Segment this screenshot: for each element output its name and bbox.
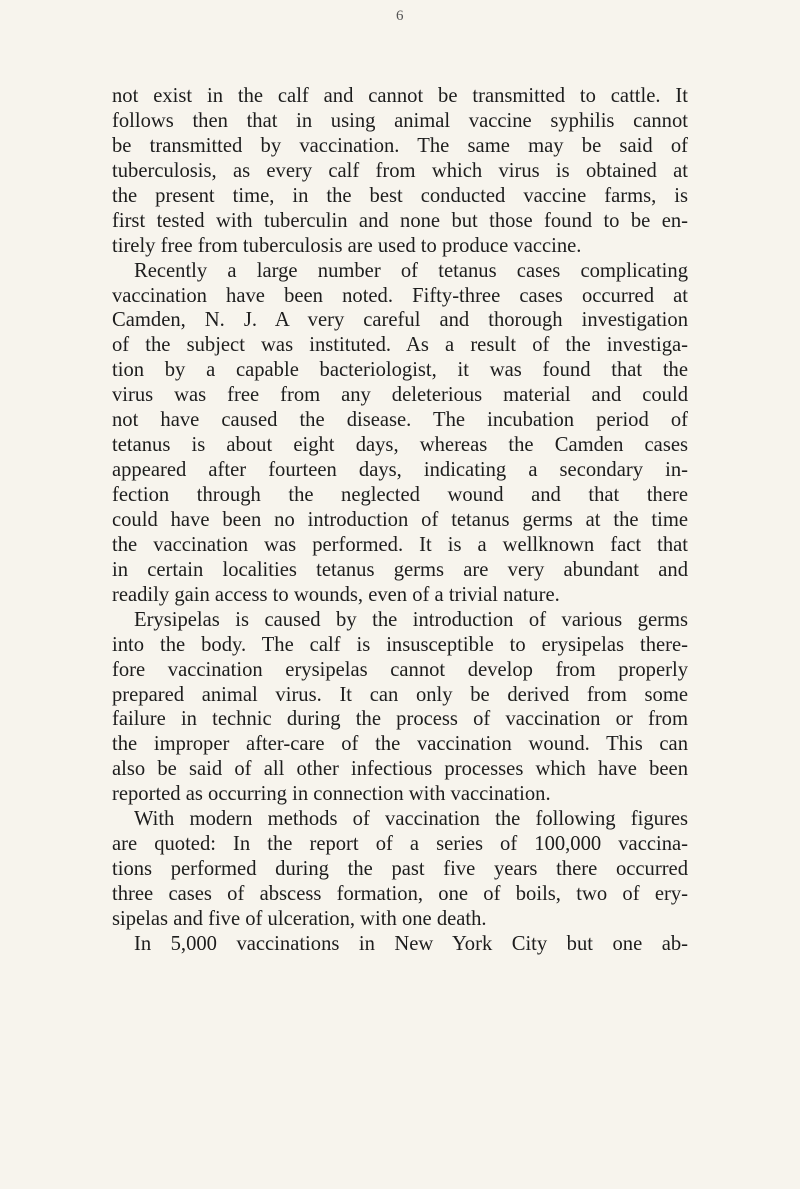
text-line: With modern methods of vaccination the following figures xyxy=(134,808,688,831)
text-line: also be said of all other infectious processes which have been xyxy=(112,758,688,781)
text-line: first tested with tuberculin and none but those found to be en- xyxy=(112,209,688,232)
text-line: be transmitted by vaccination. The same may be said of xyxy=(112,134,688,157)
text-line: Camden, N. J. A very careful and thorough investigation xyxy=(112,309,688,332)
text-line: not exist in the calf and cannot be transmitted to cattle. It xyxy=(112,85,688,107)
text-line: three cases of abscess formation, one of boils, two of ery- xyxy=(112,883,688,905)
text-line: the improper after-care of the vaccination wound. This can xyxy=(112,733,688,756)
text-line: Erysipelas is caused by the introduction of various germs xyxy=(134,608,688,631)
text-line: tions performed during the past five years there occurred xyxy=(112,858,688,881)
text-line: Recently a large number of tetanus cases complicating xyxy=(134,259,688,282)
text-line: not have caused the disease. The incubation period of xyxy=(112,409,688,432)
text-line: virus was free from any deleterious material and could xyxy=(112,384,688,407)
page-number: 6 xyxy=(396,8,404,24)
text-line: of the subject was instituted. As a result of the investiga- xyxy=(112,334,688,357)
text-line: are quoted: In the report of a series of 100,000 vaccina- xyxy=(112,833,688,856)
text-line: prepared animal virus. It can only be derived from some xyxy=(112,683,688,706)
text-line: could have been no introduction of tetanus germs at the time xyxy=(112,508,688,531)
text-line: tion by a capable bacteriologist, it was found that the xyxy=(112,359,688,382)
text-line: fection through the neglected wound and that there xyxy=(112,484,688,506)
text-line: failure in technic during the process of vaccination or from xyxy=(112,708,688,731)
text-line: readily gain access to wounds, even of a trivial nature. xyxy=(112,583,560,606)
text-line: reported as occurring in connection with vaccination. xyxy=(112,783,551,806)
text-line: In 5,000 vaccinations in New York City but one ab- xyxy=(134,932,688,955)
text-line: the present time, in the best conducted vaccine farms, is xyxy=(112,184,688,207)
text-line: sipelas and five of ulceration, with one death. xyxy=(112,907,487,930)
text-line: the vaccination was performed. It is a wellknown fact that xyxy=(112,533,688,556)
body-text xyxy=(112,84,688,957)
text-line: into the body. The calf is insusceptible to erysipelas there- xyxy=(112,633,688,656)
text-line: tirely free from tuberculosis are used to produce vaccine. xyxy=(112,234,582,257)
text-line: tetanus is about eight days, whereas the Camden cases xyxy=(112,434,688,457)
text-line: tuberculosis, as every calf from which virus is obtained at xyxy=(112,159,688,182)
text-line: appeared after fourteen days, indicating a secondary in- xyxy=(112,459,688,482)
text-line: follows then that in using animal vaccine syphilis cannot xyxy=(112,109,688,132)
text-line: vaccination have been noted. Fifty-three cases occurred at xyxy=(112,284,688,307)
text-line: in certain localities tetanus germs are very abundant and xyxy=(112,558,688,581)
text-line: fore vaccination erysipelas cannot develop from properly xyxy=(112,658,688,681)
